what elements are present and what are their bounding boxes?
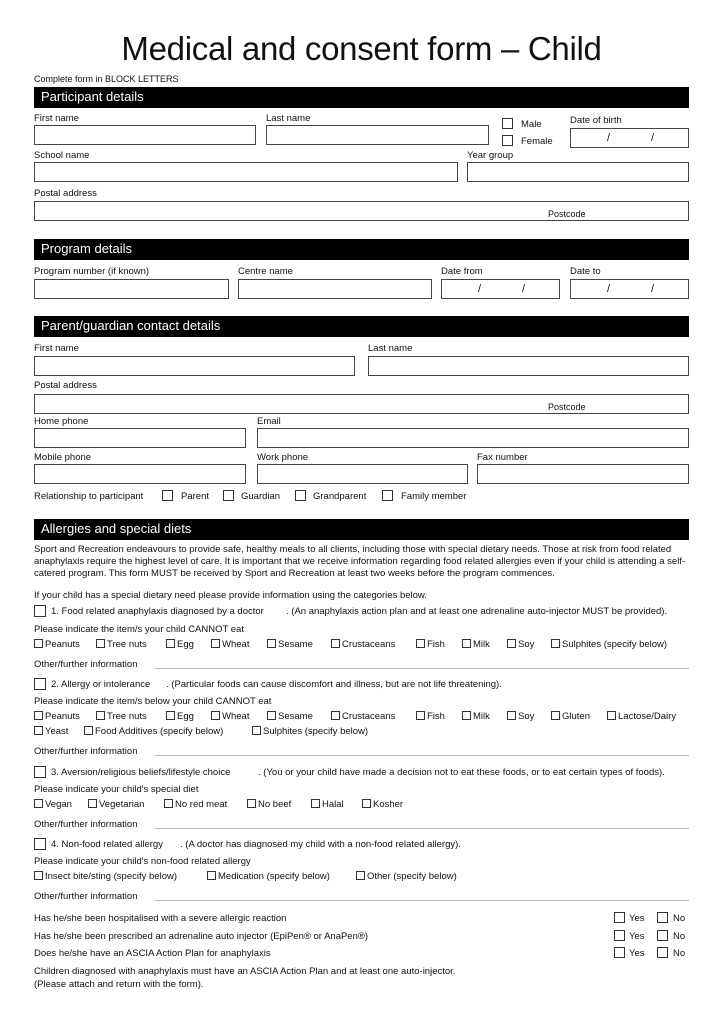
item-checkbox[interactable]	[252, 726, 261, 735]
cat3-item[interactable]: No beef	[247, 799, 291, 810]
no-label: No	[673, 948, 686, 959]
item-checkbox[interactable]	[207, 871, 216, 880]
cat1-item[interactable]: Wheat	[211, 639, 249, 650]
parent-heading: Parent/guardian contact details	[34, 316, 689, 337]
cat1-label: 1. Food related anaphylaxis diagnosed by a doctor	[51, 606, 264, 617]
first-name-input[interactable]	[34, 125, 256, 145]
date-separator: /	[522, 283, 526, 295]
work-phone-input[interactable]	[257, 464, 468, 484]
school-name-input[interactable]	[34, 162, 458, 182]
cat1-item[interactable]: Soy	[507, 639, 534, 650]
item-checkbox[interactable]	[462, 639, 471, 648]
rel-guardian-checkbox[interactable]	[223, 490, 234, 501]
item-checkbox[interactable]	[34, 871, 43, 880]
item-checkbox[interactable]	[551, 639, 560, 648]
postal-address-label: Postal address	[34, 188, 97, 199]
cat3-item[interactable]: No red meat	[164, 799, 227, 810]
cat2-other-label: Other/further information	[34, 746, 138, 757]
male-label: Male	[521, 119, 542, 130]
q1-yes-checkbox[interactable]	[614, 912, 625, 923]
cat2-item[interactable]: Milk	[462, 711, 490, 722]
postal-address-input[interactable]	[34, 201, 689, 221]
cat1-other-label: Other/further information	[34, 659, 138, 670]
date-separator: /	[607, 132, 611, 144]
cat3-special-diet: Please indicate your child's special diet	[34, 784, 199, 795]
participant-heading: Participant details	[34, 87, 689, 108]
fax-number-input[interactable]	[477, 464, 689, 484]
cat3-label: 3. Aversion/religious beliefs/lifestyle choice	[51, 767, 231, 778]
item-checkbox[interactable]	[166, 711, 175, 720]
first-name-label: First name	[34, 113, 79, 124]
rel-guardian-label: Guardian	[241, 491, 281, 502]
footer-attach: (Please attach and return with the form).	[34, 979, 204, 990]
item-checkbox[interactable]	[311, 799, 320, 808]
cat4-checkbox[interactable]	[34, 838, 46, 850]
q2-yes-checkbox[interactable]	[614, 930, 625, 941]
cat1-note: . (An anaphylaxis action plan and at least one adrenaline auto-injector MUST be provided).	[286, 606, 668, 617]
dob-label: Date of birth	[570, 115, 622, 126]
date-separator: /	[651, 283, 655, 295]
female-checkbox[interactable]	[502, 135, 513, 146]
yes-label: Yes	[629, 948, 645, 959]
male-checkbox[interactable]	[502, 118, 513, 129]
female-label: Female	[521, 136, 553, 147]
year-group-input[interactable]	[467, 162, 689, 182]
item-checkbox[interactable]	[267, 711, 276, 720]
item-checkbox[interactable]	[356, 871, 365, 880]
mobile-phone-label: Mobile phone	[34, 452, 92, 463]
item-checkbox[interactable]	[507, 711, 516, 720]
cat1-checkbox[interactable]	[34, 605, 46, 617]
q1-no-checkbox[interactable]	[657, 912, 668, 923]
question-auto-injector: Has he/she been prescribed an adrenaline auto injector (EpiPen® or AnaPen®)	[34, 931, 369, 942]
cat3-item[interactable]: Vegan	[34, 799, 72, 810]
last-name-label: Last name	[266, 113, 311, 124]
item-checkbox[interactable]	[96, 639, 105, 648]
parent-postal-address-input[interactable]	[34, 394, 689, 414]
last-name-input[interactable]	[266, 125, 489, 145]
cat2-other-line[interactable]	[155, 755, 689, 756]
cat4-item[interactable]: Other (specify below)	[356, 871, 457, 882]
no-label: No	[673, 913, 686, 924]
item-checkbox[interactable]	[331, 639, 340, 648]
work-phone-label: Work phone	[257, 452, 309, 463]
cat1-item[interactable]: Egg	[166, 639, 194, 650]
parent-last-name-label: Last name	[368, 343, 413, 354]
cat2-item[interactable]: Egg	[166, 711, 194, 722]
cat2-item[interactable]: Lactose/Dairy	[607, 711, 676, 722]
date-from-input[interactable]	[441, 279, 560, 299]
date-from-label: Date from	[441, 266, 483, 277]
cat2-label: 2. Allergy or intolerance	[51, 679, 151, 690]
cat1-item[interactable]: Milk	[462, 639, 490, 650]
cat2-checkbox[interactable]	[34, 678, 46, 690]
cat2-item[interactable]: Soy	[507, 711, 534, 722]
item-checkbox[interactable]	[331, 711, 340, 720]
item-checkbox[interactable]	[84, 726, 93, 735]
cat4-label: 4. Non-food related allergy	[51, 839, 163, 850]
cat4-item[interactable]: Insect bite/sting (specify below)	[34, 871, 177, 882]
cat1-item[interactable]: Sulphites (specify below)	[551, 639, 667, 650]
no-label: No	[673, 931, 686, 942]
item-checkbox[interactable]	[96, 711, 105, 720]
item-checkbox[interactable]	[34, 711, 43, 720]
cat4-note: . (A doctor has diagnosed my child with a non-food related allergy).	[180, 839, 461, 850]
item-checkbox[interactable]	[34, 799, 43, 808]
home-phone-label: Home phone	[34, 416, 89, 427]
cat2-item[interactable]: Sesame	[267, 711, 313, 722]
date-separator: /	[478, 283, 482, 295]
email-input[interactable]	[257, 428, 689, 448]
cat3-checkbox[interactable]	[34, 766, 46, 778]
fax-number-label: Fax number	[477, 452, 528, 463]
item-checkbox[interactable]	[507, 639, 516, 648]
dob-input[interactable]	[570, 128, 689, 148]
cat3-item[interactable]: Halal	[311, 799, 344, 810]
cat2-item[interactable]: Food Additives (specify below)	[84, 726, 223, 737]
cat4-other-line[interactable]	[155, 900, 689, 901]
school-name-label: School name	[34, 150, 90, 161]
parent-first-name-label: First name	[34, 343, 79, 354]
centre-name-label: Centre name	[238, 266, 293, 277]
item-checkbox[interactable]	[211, 711, 220, 720]
cat1-cannot-eat: Please indicate the item/s your child CANNOT eat	[34, 624, 244, 635]
item-checkbox[interactable]	[34, 639, 43, 648]
parent-first-name-input[interactable]	[34, 356, 355, 376]
q2-no-checkbox[interactable]	[657, 930, 668, 941]
rel-grandparent-checkbox[interactable]	[295, 490, 306, 501]
postcode-label: Postcode	[548, 209, 586, 219]
page-title: Medical and consent form – Child	[121, 30, 602, 67]
cat2-item[interactable]: Wheat	[211, 711, 249, 722]
q3-no-checkbox[interactable]	[657, 947, 668, 958]
item-checkbox[interactable]	[462, 711, 471, 720]
item-checkbox[interactable]	[88, 799, 97, 808]
relationship-label: Relationship to participant	[34, 491, 144, 502]
email-label: Email	[257, 416, 281, 427]
item-checkbox[interactable]	[247, 799, 256, 808]
allergies-heading: Allergies and special diets	[34, 519, 689, 540]
footer-note: Children diagnosed with anaphylaxis must have an ASCIA Action Plan and at least one auto-injector.	[34, 966, 456, 977]
parent-postcode-label: Postcode	[548, 402, 586, 412]
cat1-item[interactable]: Tree nuts	[96, 639, 147, 650]
mobile-phone-input[interactable]	[34, 464, 246, 484]
cat3-note: . (You or your child have made a decision not to eat these foods, or to eat certain types of foods).	[258, 767, 665, 778]
cat4-nonfood: Please indicate your child's non-food related allergy	[34, 856, 251, 867]
q3-yes-checkbox[interactable]	[614, 947, 625, 958]
item-checkbox[interactable]	[211, 639, 220, 648]
rel-parent-checkbox[interactable]	[162, 490, 173, 501]
rel-parent-label: Parent	[181, 491, 209, 502]
yes-label: Yes	[629, 913, 645, 924]
allergies-intro: Sport and Recreation endeavours to provide safe, healthy meals to all clients, including those with special dietary needs. Those at risk from food related anaphylaxis require the highest level of care. It is important that we receive information regarding food related allergies even if your child is attending a self-catered program. This form MUST be received by Sport and Recreation at least two weeks before the program commences.	[34, 544, 686, 579]
cat2-item[interactable]: Fish	[416, 711, 445, 722]
yes-label: Yes	[629, 931, 645, 942]
cat1-item[interactable]: Crustaceans	[331, 639, 395, 650]
cat1-item[interactable]: Peanuts	[34, 639, 80, 650]
item-checkbox[interactable]	[416, 639, 425, 648]
cat3-other-line[interactable]	[155, 828, 689, 829]
rel-grandparent-label: Grandparent	[313, 491, 367, 502]
cat1-item[interactable]: Sesame	[267, 639, 313, 650]
question-hospitalised: Has he/she been hospitalised with a severe allergic reaction	[34, 913, 287, 924]
date-separator: /	[607, 283, 611, 295]
home-phone-input[interactable]	[34, 428, 246, 448]
program-number-input[interactable]	[34, 279, 229, 299]
item-checkbox[interactable]	[362, 799, 371, 808]
item-checkbox[interactable]	[607, 711, 616, 720]
cat2-item[interactable]: Peanuts	[34, 711, 80, 722]
cat3-item[interactable]: Kosher	[362, 799, 403, 810]
cat2-cannot-eat: Please indicate the item/s below your child CANNOT eat	[34, 696, 272, 707]
cat1-item[interactable]: Fish	[416, 639, 445, 650]
centre-name-input[interactable]	[238, 279, 432, 299]
date-separator: /	[651, 132, 655, 144]
cat2-item[interactable]: Crustaceans	[331, 711, 395, 722]
cat4-item[interactable]: Medication (specify below)	[207, 871, 330, 882]
item-checkbox[interactable]	[551, 711, 560, 720]
cat2-item[interactable]: Yeast	[34, 726, 68, 737]
item-checkbox[interactable]	[34, 726, 43, 735]
program-number-label: Program number (if known)	[34, 266, 150, 277]
cat2-item[interactable]: Tree nuts	[96, 711, 147, 722]
cat1-other-line[interactable]	[155, 668, 689, 669]
cat2-note: . (Particular foods can cause discomfort and illness, but are not life threatening).	[166, 679, 502, 690]
question-ascia-plan: Does he/she have an ASCIA Action Plan for anaphylaxis	[34, 948, 271, 959]
cat3-item[interactable]: Vegetarian	[88, 799, 144, 810]
cat2-item[interactable]: Sulphites (specify below)	[252, 726, 368, 737]
program-heading: Program details	[34, 239, 689, 260]
special-need-instruction: If your child has a special dietary need please provide information using the categories below.	[34, 590, 427, 601]
instruction: Complete form in BLOCK LETTERS	[34, 74, 179, 84]
item-checkbox[interactable]	[164, 799, 173, 808]
cat2-item[interactable]: Gluten	[551, 711, 590, 722]
item-checkbox[interactable]	[267, 639, 276, 648]
date-to-input[interactable]	[570, 279, 689, 299]
item-checkbox[interactable]	[416, 711, 425, 720]
parent-last-name-input[interactable]	[368, 356, 689, 376]
cat3-other-label: Other/further information	[34, 819, 138, 830]
date-to-label: Date to	[570, 266, 601, 277]
rel-family-label: Family member	[401, 491, 467, 502]
rel-family-checkbox[interactable]	[382, 490, 393, 501]
parent-postal-address-label: Postal address	[34, 380, 97, 391]
cat4-other-label: Other/further information	[34, 891, 138, 902]
item-checkbox[interactable]	[166, 639, 175, 648]
year-group-label: Year group	[467, 150, 514, 161]
